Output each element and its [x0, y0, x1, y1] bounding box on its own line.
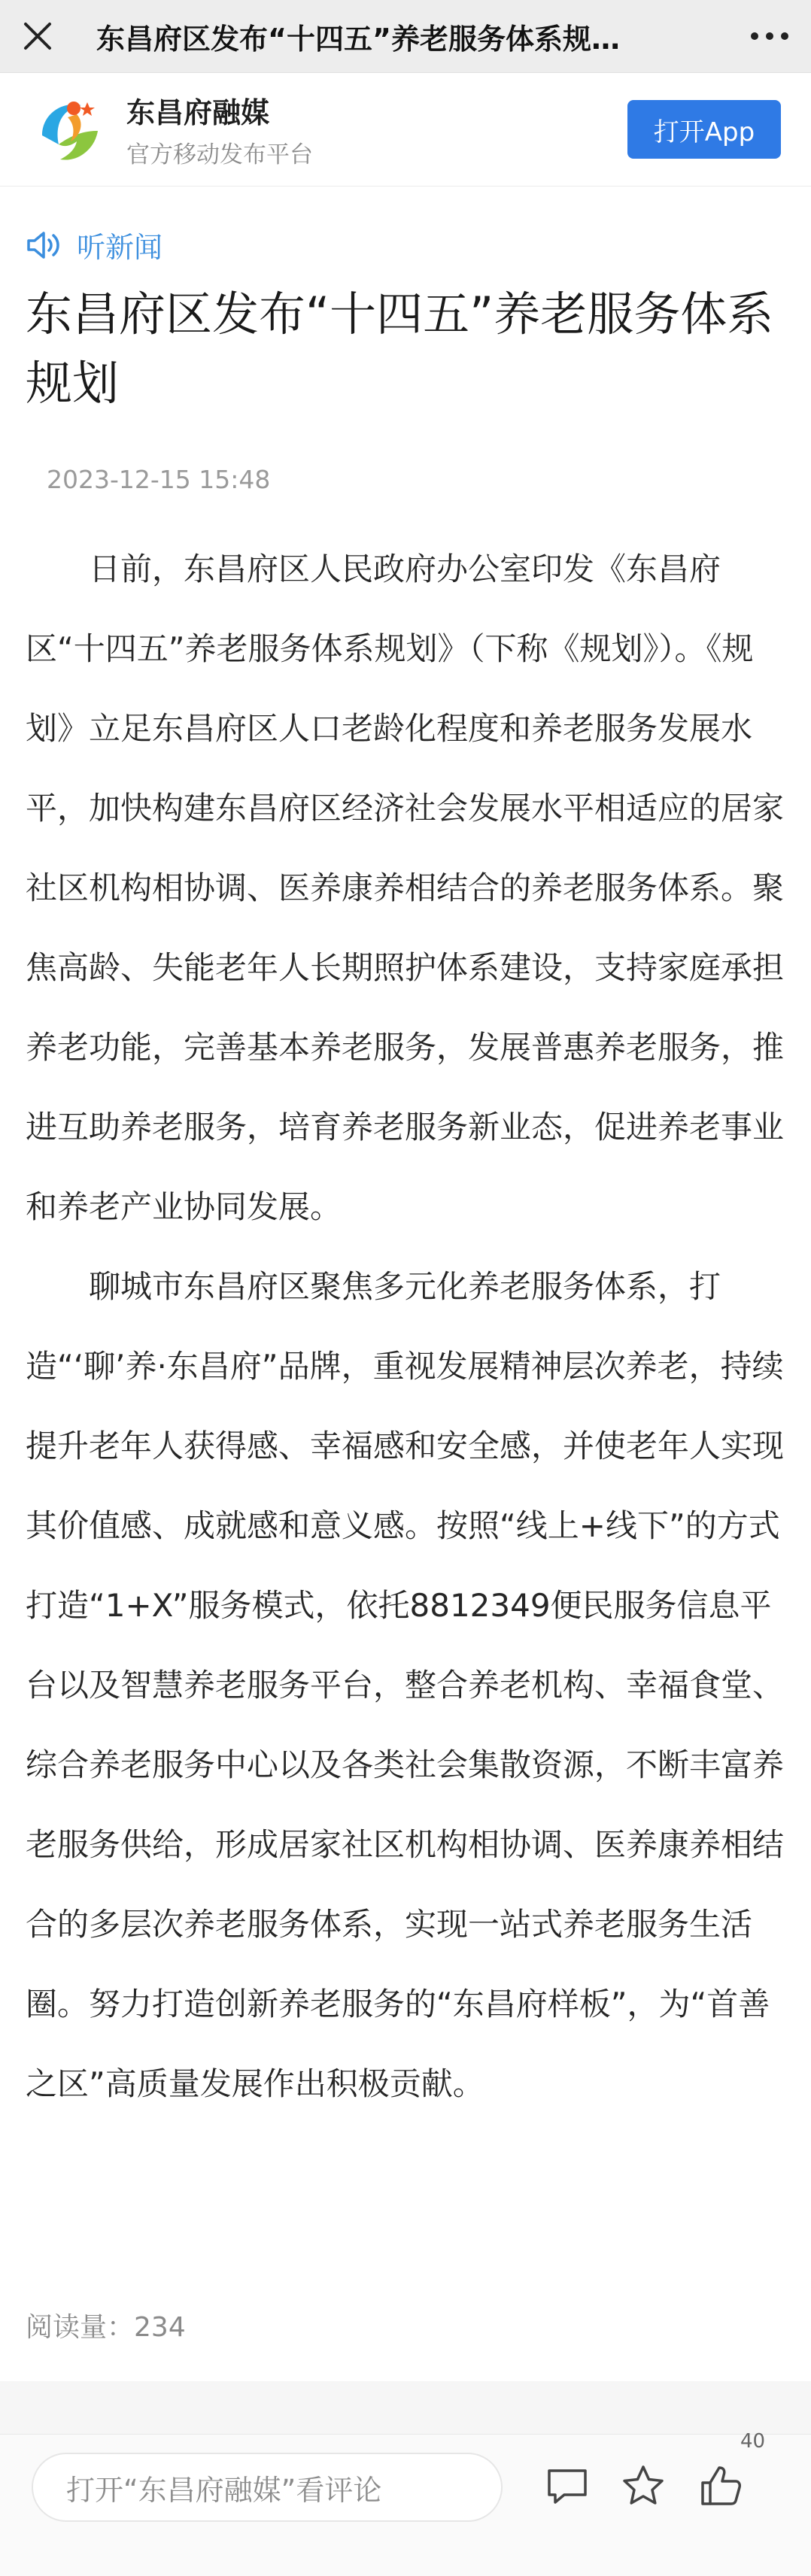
- brand-subtitle: 官方移动发布平台: [126, 141, 313, 168]
- comment-button[interactable]: [545, 2463, 590, 2511]
- read-count-value: 234: [134, 2312, 186, 2343]
- brand-bar: [0, 73, 811, 187]
- open-app-button[interactable]: 打开App: [627, 100, 781, 159]
- top-navigation-bar: [0, 0, 811, 73]
- bottom-spacer: [0, 2381, 811, 2434]
- comment-icon: [545, 2463, 590, 2508]
- article-paragraph: 日前，东昌府区人民政府办公室印发《东昌府区“十四五”养老服务体系规划》（下称《规划》）。《规划》立足东昌府区人口老龄化程度和养老服务发展水平，加快构建东昌府区经济社会发展水平相适应的居家社区机构相协调、医养康养相结合的养老服务体系。聚焦高龄、失能老年人长期照护体系建设，支持家庭承担养老功能，完善基本养老服务，发展普惠养老服务，推进互助养老服务，培育养老服务新业态，促进养老事业和养老产业协同发展。: [26, 551, 785, 1225]
- read-count-label: 阅读量：: [26, 2312, 135, 2343]
- more-button[interactable]: [728, 0, 811, 72]
- bottom-action-bar: [0, 2430, 811, 2576]
- read-count: [26, 2306, 186, 2344]
- like-count: 40: [740, 2430, 766, 2453]
- article-paragraph: 聊城市东昌府区聚焦多元化养老服务体系，打造“‘聊’养·东昌府”品牌，重视发展精神层次养老，持续提升老年人获得感、幸福感和安全感，并使老年人实现其价值感、成就感和意义感。按照“线上+线下”的方式打造“1+X”服务模式，依托8812349便民服务信息平台以及智慧养老服务平台，整合养老机构、幸福食堂、综合养老服务中心以及各类社会集散资源，不断丰富养老服务供给，形成居家社区机构相协调、医养康养相结合的多层次养老服务体系，实现一站式养老服务生活圈。努力打造创新养老服务的“东昌府样板”，为“首善之区”高质量发展作出积极贡献。: [26, 1268, 785, 2102]
- brand-logo-icon: [32, 92, 107, 167]
- page-title: 东昌府区发布“十四五”养老服务体系规…: [96, 22, 620, 56]
- thumb-up-icon: [698, 2463, 743, 2508]
- star-icon: [620, 2463, 667, 2508]
- close-button[interactable]: [0, 0, 75, 72]
- close-icon: [23, 21, 53, 51]
- comment-input[interactable]: 打开“东昌府融媒”看评论: [32, 2453, 503, 2522]
- favorite-button[interactable]: [620, 2463, 667, 2511]
- like-button[interactable]: [698, 2463, 743, 2511]
- brand-name: 东昌府融媒: [126, 96, 270, 129]
- article-body: [26, 529, 787, 2124]
- listen-news-label: 听新闻: [77, 231, 163, 264]
- listen-news-button[interactable]: [26, 224, 163, 265]
- speaker-icon: [26, 230, 63, 260]
- more-icon: [750, 32, 789, 41]
- publish-date: 2023-12-15 15:48: [47, 465, 271, 494]
- article-title: 东昌府区发布“十四五”养老服务体系规划: [26, 287, 774, 411]
